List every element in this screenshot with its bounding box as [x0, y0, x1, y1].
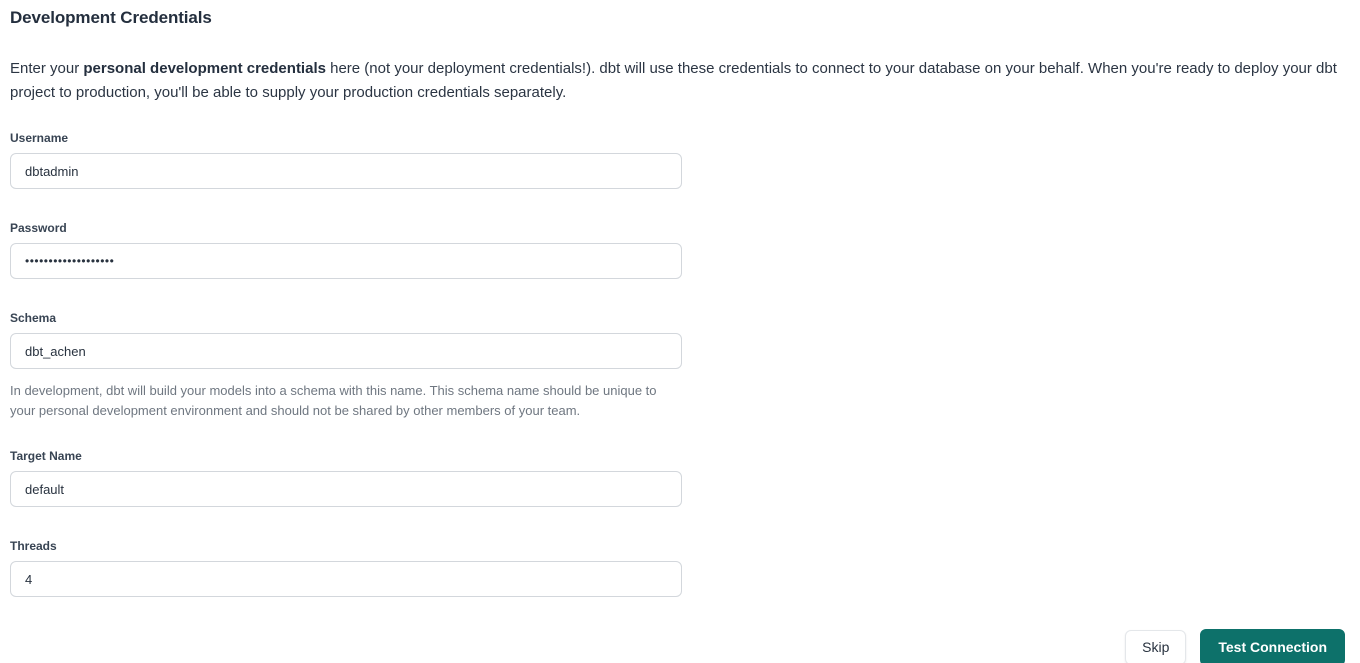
target-name-input[interactable] — [10, 471, 682, 507]
test-connection-button[interactable]: Test Connection — [1200, 629, 1345, 663]
schema-label: Schema — [10, 311, 57, 325]
threads-field-group — [10, 539, 1350, 597]
schema-help-text: In development, dbt will build your models into a schema with this name. This schema name should be unique to your personal development environment and should not be shared by other members of your team. — [10, 383, 657, 418]
username-field-group — [10, 131, 1350, 189]
intro-text-post: here (not your deployment credentials!). dbt will use these credentials to connect to your database on your behalf. When you're ready to deploy your dbt project to production, you'll be able to supply your production credentials separately. — [10, 60, 1337, 101]
threads-label: Threads — [10, 539, 57, 553]
schema-input[interactable] — [10, 333, 682, 369]
password-input[interactable] — [10, 243, 682, 279]
form-actions — [10, 629, 1350, 663]
target-name-field-group — [10, 449, 1350, 507]
page-title: Development Credentials — [10, 8, 212, 27]
skip-button[interactable]: Skip — [1125, 630, 1186, 663]
password-field-group — [10, 221, 1350, 279]
credentials-form — [10, 131, 1350, 597]
intro-paragraph — [10, 57, 1350, 105]
intro-text-bold: personal development credentials — [83, 60, 326, 77]
intro-text-pre: Enter your — [10, 60, 84, 77]
target-name-label: Target Name — [10, 449, 82, 463]
username-label: Username — [10, 131, 69, 145]
schema-field-group — [10, 311, 1350, 421]
password-label: Password — [10, 221, 67, 235]
username-input[interactable] — [10, 153, 682, 189]
threads-input[interactable] — [10, 561, 682, 597]
